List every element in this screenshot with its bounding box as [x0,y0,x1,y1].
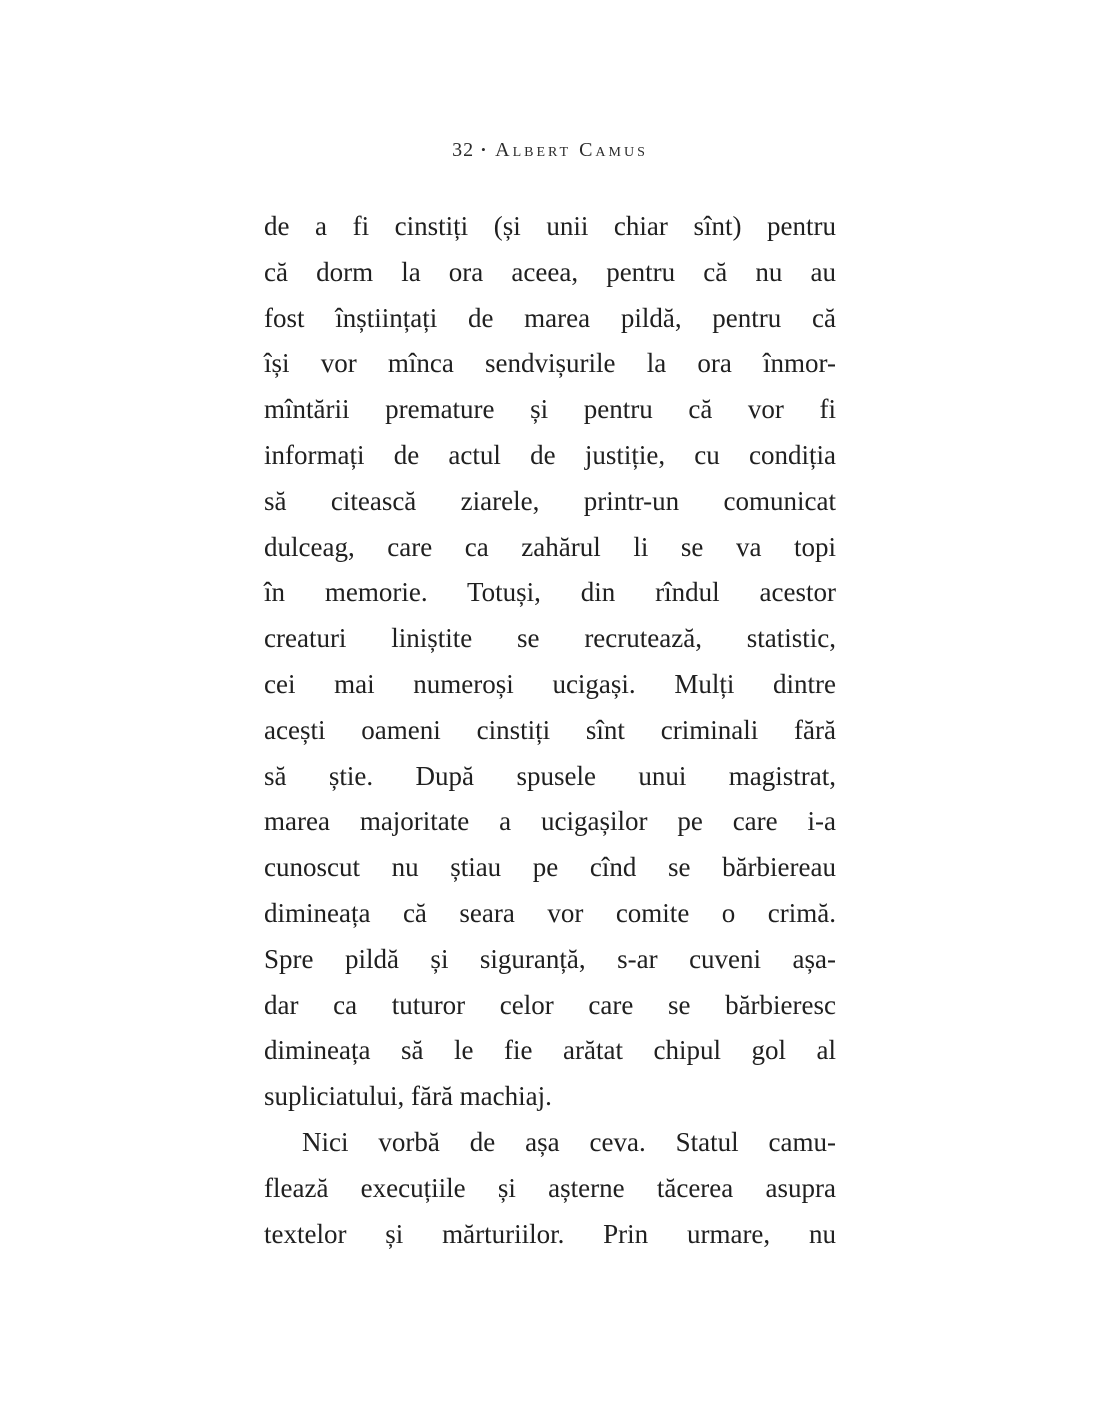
text-line: cei mai numeroși ucigași. Mulți dintre [264,668,836,699]
text-line: fost înștiințați de marea pildă, pentru că [264,302,836,333]
text-line: cunoscut nu știau pe cînd se bărbiereau [264,852,836,883]
text-line: Spre pildă și siguranță, s-ar cuveni așa- [264,943,836,974]
text-line: Nici vorbă de așa ceva. Statul camu- [302,1126,836,1157]
page-number: 32 [452,139,475,161]
text-line: supliciatului, fără machiaj. [264,1081,552,1112]
text-line: dimineața că seara vor comite o crimă. [264,897,836,928]
author-name: Albert Camus [495,139,648,161]
text-line: creaturi liniștite se recrutează, statistic, [264,623,836,654]
text-line: că dorm la ora aceea, pentru că nu au [264,256,836,287]
text-line: să citească ziarele, printr-un comunicat [264,485,836,516]
page-body [264,204,836,1257]
text-line: dar ca tuturor celor care se bărbieresc [264,989,836,1020]
text-line: în memorie. Totuși, din rîndul acestor [264,577,836,608]
text-line: informați de actul de justiție, cu condiția [264,439,836,470]
text-line: să știe. După spusele unui magistrat, [264,760,836,791]
text-line: flează execuțiile și așterne tăcerea asupra [264,1172,836,1203]
text-line: de a fi cinstiți (și unii chiar sînt) pentru [264,211,836,241]
text-line: dimineața să le fie arătat chipul gol al [264,1035,836,1066]
text-line: marea majoritate a ucigașilor pe care i-a [264,806,836,837]
text-line: mîntării premature și pentru că vor fi [264,394,836,425]
bullet-separator: • [481,142,489,157]
text-line: textelor și mărturiilor. Prin urmare, nu [264,1218,836,1249]
text-line: acești oameni cinstiți sînt criminali fără [264,714,836,745]
text-line: își vor mînca sendvișurile la ora înmor- [264,348,836,379]
text-line: dulceag, care ca zahărul li se va topi [264,531,836,562]
page-header [0,139,1100,162]
